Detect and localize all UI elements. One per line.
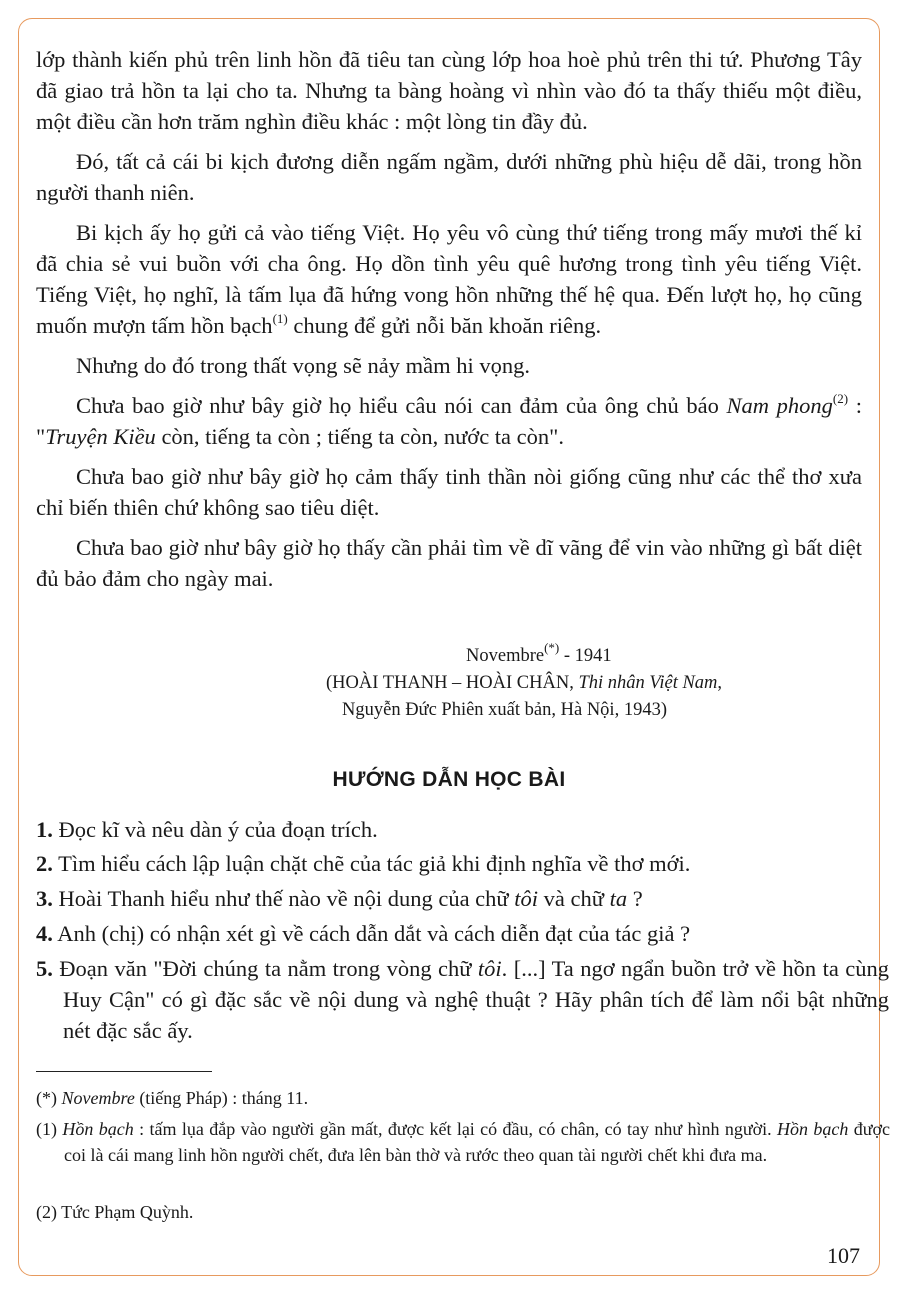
footnote-ref-1[interactable]: (1) xyxy=(272,310,288,326)
paragraph-4: Nhưng do đó trong thất vọng sẽ nảy mầm hi vọng. xyxy=(76,353,531,378)
footnote-ref-star[interactable]: (*) xyxy=(544,639,560,655)
footnote-2: (2) Tức Phạm Quỳnh. xyxy=(36,1202,194,1222)
signature-source: (HOÀI THANH – HOÀI CHÂN, Thi nhân Việt Nam, xyxy=(326,673,723,693)
question-5: 5. Đoạn văn "Đời chúng ta nằm trong vòng chữ tôi. [...] Ta ngơ ngẩn buồn trở về hồn ta cùng Huy Cận" có gì đặc sắc về nội dung và nghệ thuật ? Hãy phân tích để làm nổi bật những nét đặc sắc ấy. xyxy=(36,956,889,1043)
signature-publisher: Nguyễn Đức Phiên xuất bản, Hà Nội, 1943) xyxy=(342,700,667,720)
question-1: 1. Đọc kĩ và nêu dàn ý của đoạn trích. xyxy=(36,817,378,842)
paragraph-6: Chưa bao giờ như bây giờ họ cảm thấy tinh thần nòi giống cũng như các thể thơ xưa chỉ biến thiên chứ không sao tiêu diệt. xyxy=(36,464,862,520)
question-3: 3. Hoài Thanh hiểu như thế nào về nội dung của chữ tôi và chữ ta ? xyxy=(36,886,643,911)
body-text xyxy=(36,44,862,603)
guide-heading: HƯỚNG DẪN HỌC BÀI xyxy=(332,768,566,791)
paragraph-7: Chưa bao giờ như bây giờ họ thấy cần phải tìm về dĩ vãng để vin vào những gì bất diệt đủ bảo đảm cho ngày mai. xyxy=(36,535,862,591)
paragraph-3: Bi kịch ấy họ gửi cả vào tiếng Việt. Họ yêu vô cùng thứ tiếng trong mấy mươi thế kỉ đã chia sẻ vui buồn với cha ông. Họ dồn tình yêu quê hương trong tình yêu tiếng Việt. Tiếng Việt, họ nghĩ, là tấm lụa đã hứng vong hồn những thế hệ qua. Đến lượt họ, họ cũng muốn mượn tấm hồn bạch$^{(1)}$ chung để gửi nỗi băn khoăn riêng. xyxy=(36,220,862,338)
footnote-divider xyxy=(36,1071,212,1072)
paragraph-5: Chưa bao giờ như bây giờ họ hiểu câu nói can đảm của ông chủ báo Nam phong$^{(2)}$ : "Truyện Kiều còn, tiếng ta còn ; tiếng ta còn, nước ta còn". xyxy=(36,390,862,449)
footnote-1: (1) Hồn bạch : tấm lụa đắp vào người gần mất, được kết lại có đầu, có chân, có tay như hình người. Hồn bạch được coi là cái mang linh hồn người chết, đưa lên bàn thờ và rước theo quan tài người chết khi đưa ma. xyxy=(36,1119,891,1165)
signature-date: Novembre(*) - 1941 xyxy=(466,639,612,666)
footnote-star: (*) Novembre (tiếng Pháp) : tháng 11. xyxy=(36,1088,309,1108)
question-4: 4. Anh (chị) có nhận xét gì về cách dẫn dắt và cách diễn đạt của tác giả ? xyxy=(36,921,691,946)
paragraph-2: Đó, tất cả cái bi kịch đương diễn ngấm ngầm, dưới những phù hiệu dễ dãi, trong hồn người thanh niên. xyxy=(36,149,862,205)
page-number: 107 xyxy=(827,1243,860,1268)
paragraph-1: lớp thành kiến phủ trên linh hồn đã tiêu tan cùng lớp hoa hoè phủ trên thi tứ. Phương Tây đã giao trả hồn ta lại cho ta. Nhưng ta bàng hoàng vì nhìn vào đó ta thấy thiếu một điều, một điều cần hơn trăm nghìn điều khác : một lòng tin đầy đủ. xyxy=(36,47,862,134)
question-2: 2. Tìm hiểu cách lập luận chặt chẽ của tác giả khi định nghĩa về thơ mới. xyxy=(36,851,691,876)
footnote-ref-2[interactable]: (2) xyxy=(832,390,849,406)
